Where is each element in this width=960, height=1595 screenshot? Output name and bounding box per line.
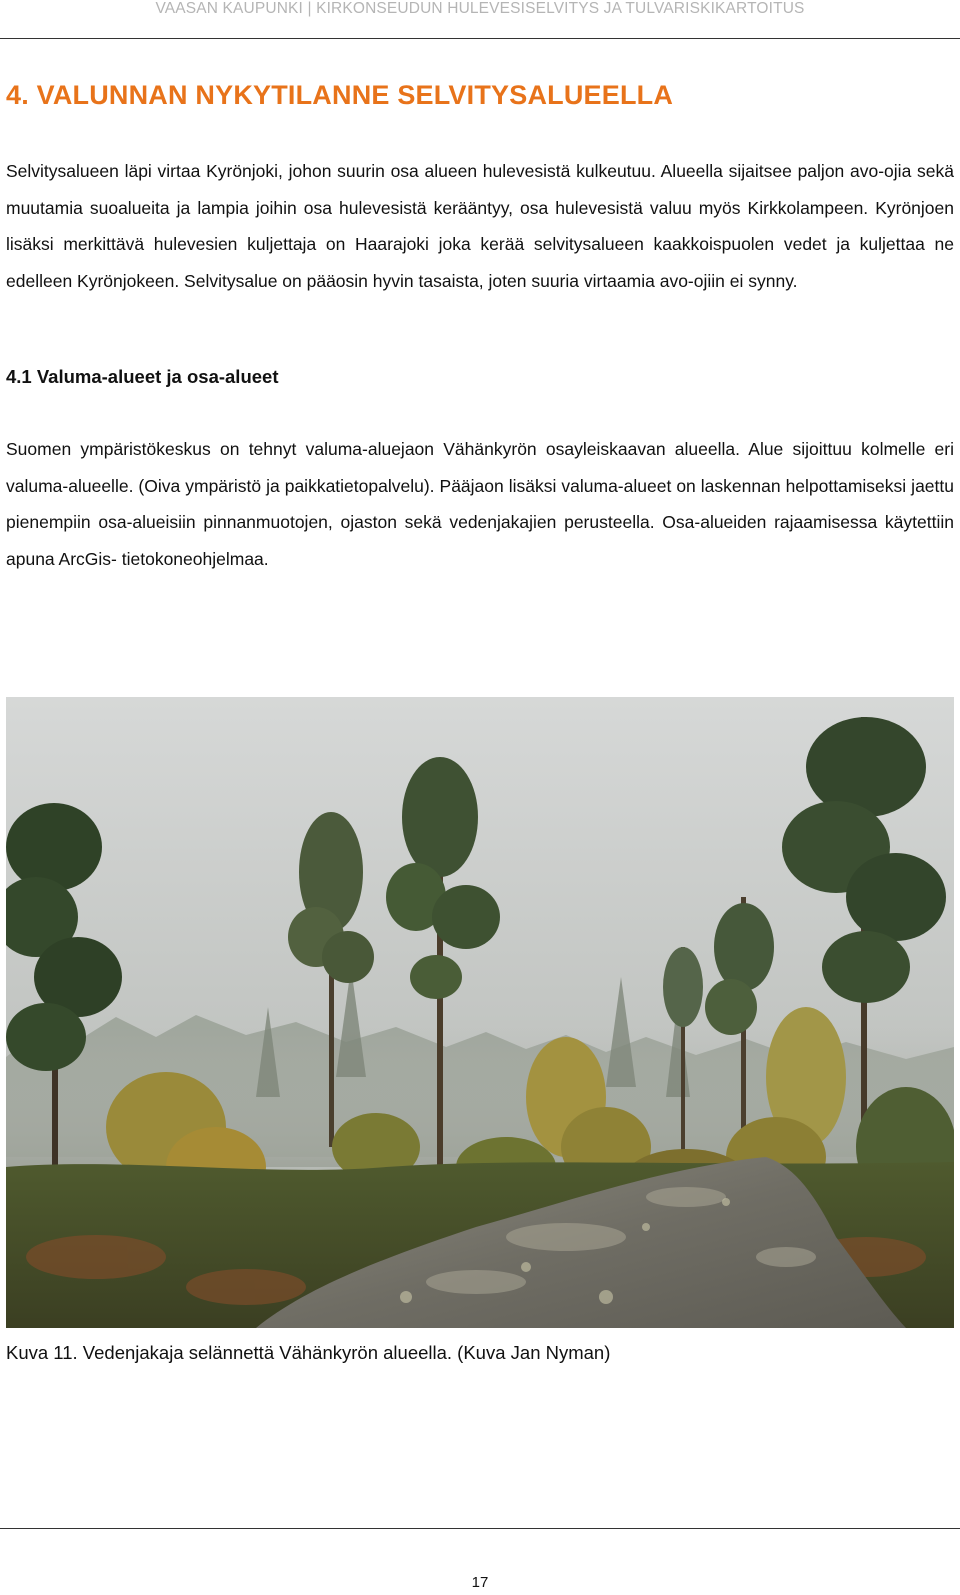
chapter-paragraph: Selvitysalueen läpi virtaa Kyrönjoki, johon suurin osa alueen hulevesistä kulkeutuu. Alueella sijaitsee paljon avo-ojia sekä muutamia suoalueita ja lampia joihin osa hulevesistä kerääntyy, osa hulevesistä valuu myös Kirkkolampeen. Kyrönjoen lisäksi merkittävä hulevesien kuljettaja on Haarajoki joka kerää selvitysalueen kaakkoispuolen vedet ja kuljettaa ne edelleen Kyrönjokeen. Selvitysalue on pääosin hyvin tasaista, joten suuria virtaamia avo-ojiin ei synny.: [6, 161, 954, 291]
section-paragraph: Suomen ympäristökeskus on tehnyt valuma-aluejaon Vähänkyrön osayleiskaavan alueella. Alue sijoittuu kolmelle eri valuma-alueelle. (Oiva ympäristö ja paikkatietopalvelu). Pääjaon lisäksi valuma-alueet on laskennan helpottamiseksi jaettu pienempiin osa-alueisiin pinnanmuotojen, ojaston sekä vedenjakajien perusteella. Osa-alueiden rajaamisessa käytettiin apuna ArcGis- tietokoneohjelmaa.: [6, 439, 954, 569]
chapter-title: 4. VALUNNAN NYKYTILANNE SELVITYSALUEELLA: [6, 80, 674, 110]
section-heading: 4.1 Valuma-alueet ja osa-alueet: [6, 366, 279, 387]
running-header: VAASAN KAUPUNKI | KIRKONSEUDUN HULEVESISELVITYS JA TULVARISKIKARTOITUS: [0, 0, 960, 39]
figure-caption: Kuva 11. Vedenjakaja selännettä Vähänkyrön alueella. (Kuva Jan Nyman): [6, 1342, 611, 1363]
page-number: 17: [471, 1574, 489, 1591]
footer-rule: [0, 1528, 960, 1529]
forest-photo: [6, 697, 954, 1328]
